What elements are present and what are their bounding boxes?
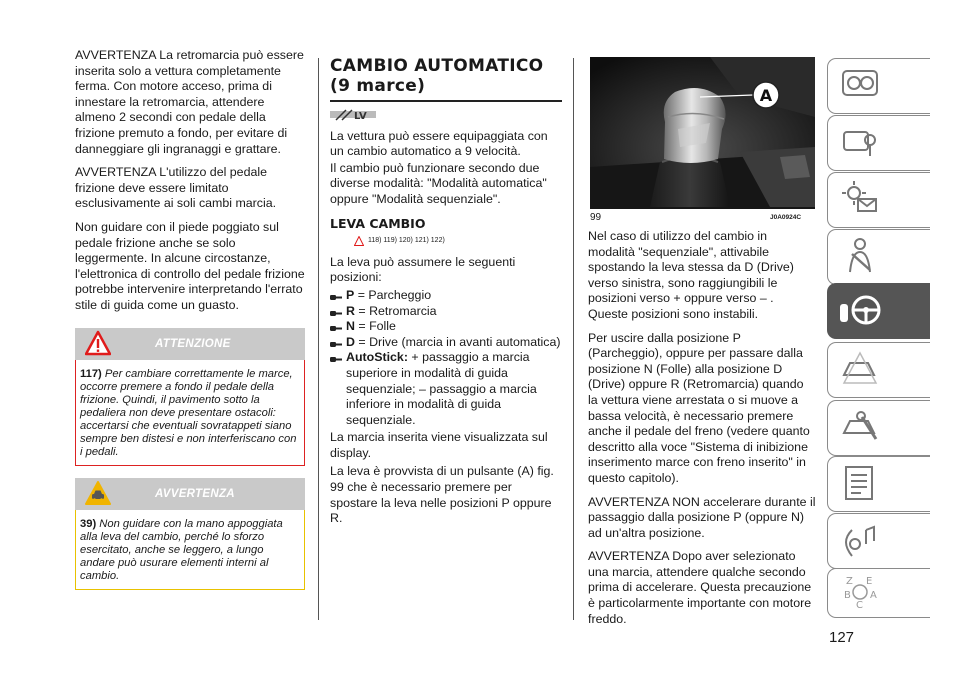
attenzione-label: ATTENZIONE	[155, 337, 231, 350]
paragraph: La leva è provvista di un pulsante (A) fig. 99 che è necessario premere per spostare la leva nelle posizioni P oppure R.	[330, 464, 554, 526]
paragraph: AVVERTENZA L'utilizzo del pedale frizione deve essere limitato esclusivamente ai soli cambi marcia.	[75, 165, 277, 211]
figure-code: J0A0924C	[770, 214, 802, 221]
gear-key: D	[346, 334, 355, 349]
tab-warning-lights[interactable]	[827, 172, 930, 228]
paragraph: Per uscire dalla posizione P (Parcheggio), oppure per passare dalla posizione N (Folle) alla posizione D (Drive) oppure R (Retromarcia) quando la vettura viene arrestata o si muove a bassa velocità, è necessario premere anche il pedale del freno (vedere quanto descritto alla voce "Sistema di inibizione inserimento marce con freno inserito" in questo capitolo).	[588, 330, 810, 485]
paragraph: Il cambio può funzionare secondo due diverse modalità: "Modalità automatica" oppure "Modalità sequenziale".	[330, 160, 547, 206]
note-text: Per cambiare correttamente le marce, occorre premere a fondo il pedale della frizione. Quindi, il pavimento sotto la pedaliera non deve presentare ostacoli: accertarsi che eventuali sovratappeti siano sempre ben distesi e non interferiscano con i pedali.	[80, 367, 297, 458]
gear-text: = Drive (marcia in avanti automatica)	[358, 334, 561, 349]
avvertenza-box	[75, 478, 305, 590]
warning-references	[354, 233, 562, 249]
avvertenza-header	[75, 478, 305, 510]
note-text: Non guidare con la mano appoggiata alla leva del cambio, perché lo sforzo esercitato, anche se leggero, a lungo andare può usurare elementi interni al cambio.	[80, 517, 283, 582]
title-underline	[330, 100, 562, 102]
seatbelt-icon	[840, 236, 880, 276]
paragraph: Non guidare con il piede poggiato sul pedale frizione anche se solo leggermente. In alcune circostanze, l'elettronica di controllo del pedale frizione potrebbe intervenire interpretando l'errato stile di guida come un guasto.	[75, 219, 305, 312]
list-item	[330, 335, 562, 351]
figure-number: 99	[590, 212, 602, 223]
callout-label: A	[759, 86, 773, 105]
attenzione-box	[75, 328, 305, 466]
column-divider	[318, 58, 319, 620]
car-caution-icon	[85, 480, 111, 511]
subsection-title: LEVA CAMBIO	[330, 215, 426, 231]
svg-text:A: A	[870, 590, 877, 601]
gear-key: P	[346, 287, 355, 302]
svg-text:E: E	[866, 576, 873, 587]
tab-emergency[interactable]	[827, 342, 930, 398]
car-key-icon	[840, 122, 880, 162]
tab-starting-driving[interactable]	[827, 283, 930, 339]
note-number: 39)	[80, 517, 97, 530]
paragraph: La leva può assumere le seguenti posizioni:	[330, 254, 516, 285]
steering-key-icon	[836, 288, 882, 334]
dashboard-icon	[840, 65, 880, 105]
paragraph: AVVERTENZA NON accelerare durante il passaggio dalla posizione P (oppure N) ad un'altra posizione.	[588, 494, 816, 540]
paragraph: AVVERTENZA La retromarcia può essere inserita solo a vettura completamente ferma. Con motore acceso, prima di innestare la retromarcia, attendere almeno 2 secondi con pedale della frizione premuto a fondo, per evitare di danneggiare gli ingranaggi e grattare.	[75, 48, 304, 156]
emergency-icon	[840, 349, 880, 389]
gear-key: N	[346, 319, 355, 334]
column-middle	[330, 48, 562, 535]
feature-availability-icon	[330, 108, 562, 127]
avvertenza-text	[76, 510, 304, 589]
maintenance-icon	[840, 407, 880, 447]
gear-key: R	[346, 303, 355, 318]
paragraph: Nel caso di utilizzo del cambio in modalità "sequenziale", attivabile spostando la leva stessa da D (Drive) verso sinistra, sono raggiungibili le posizioni verso + oppure verso – . Queste posizioni sono instabili.	[588, 229, 794, 321]
svg-text:LV: LV	[354, 111, 367, 122]
warning-lights-icon	[840, 179, 880, 219]
tab-car-key[interactable]	[827, 115, 930, 171]
tab-seatbelt[interactable]	[827, 229, 930, 285]
gear-key: AutoStick:	[346, 350, 408, 365]
column-right	[588, 229, 816, 635]
key-icon	[330, 307, 342, 315]
gear-text: = Parcheggio	[357, 287, 432, 302]
section-title: CAMBIO AUTOMATICO (9 marce)	[330, 56, 544, 96]
list-item	[330, 288, 562, 304]
column-left	[75, 48, 305, 590]
avvertenza-label: AVVERTENZA	[155, 487, 235, 500]
svg-text:C: C	[856, 600, 863, 611]
attenzione-header	[75, 328, 305, 360]
warning-triangle-icon	[354, 236, 364, 246]
index-icon	[840, 572, 880, 612]
warning-triangle-icon	[85, 330, 111, 361]
gear-text: + passaggio a marcia superiore in modalità di guida sequenziale; – passaggio a marcia inferiore in modalità di guida sequenziale.	[346, 350, 537, 427]
key-icon	[330, 322, 342, 330]
list-item	[330, 319, 562, 335]
paragraph: La marcia inserita viene visualizzata sul display.	[330, 430, 548, 460]
page-number: 127	[829, 629, 855, 646]
gear-text: = Folle	[358, 319, 396, 334]
svg-text:Z: Z	[846, 576, 853, 587]
tab-maintenance[interactable]	[827, 400, 930, 456]
gear-lever-photo	[590, 57, 815, 209]
note-number: 117)	[80, 367, 102, 380]
column-divider	[573, 58, 574, 620]
paragraph: AVVERTENZA Dopo aver selezionato una marcia, attendere qualche secondo prima di accelerare. Questa precauzione è particolarmente importante con motore freddo.	[588, 549, 812, 626]
tab-index[interactable]	[827, 568, 930, 618]
tab-multimedia[interactable]	[827, 513, 930, 569]
svg-text:B: B	[844, 590, 851, 601]
paragraph: La vettura può essere equipaggiata con un cambio automatico a 9 velocità.	[330, 128, 548, 159]
gear-text: = Retromarcia	[358, 303, 437, 318]
key-icon	[330, 291, 342, 299]
tab-dashboard[interactable]	[827, 58, 930, 114]
specs-icon	[840, 463, 880, 503]
list-item	[330, 350, 562, 428]
list-item	[330, 304, 562, 320]
attenzione-text	[76, 360, 304, 465]
multimedia-icon	[840, 520, 880, 560]
key-icon	[330, 338, 342, 346]
gear-positions-list	[330, 288, 562, 428]
tab-specifications[interactable]	[827, 456, 930, 512]
reference-numbers: 118) 119) 120) 121) 122)	[368, 237, 445, 245]
key-icon	[330, 353, 342, 361]
